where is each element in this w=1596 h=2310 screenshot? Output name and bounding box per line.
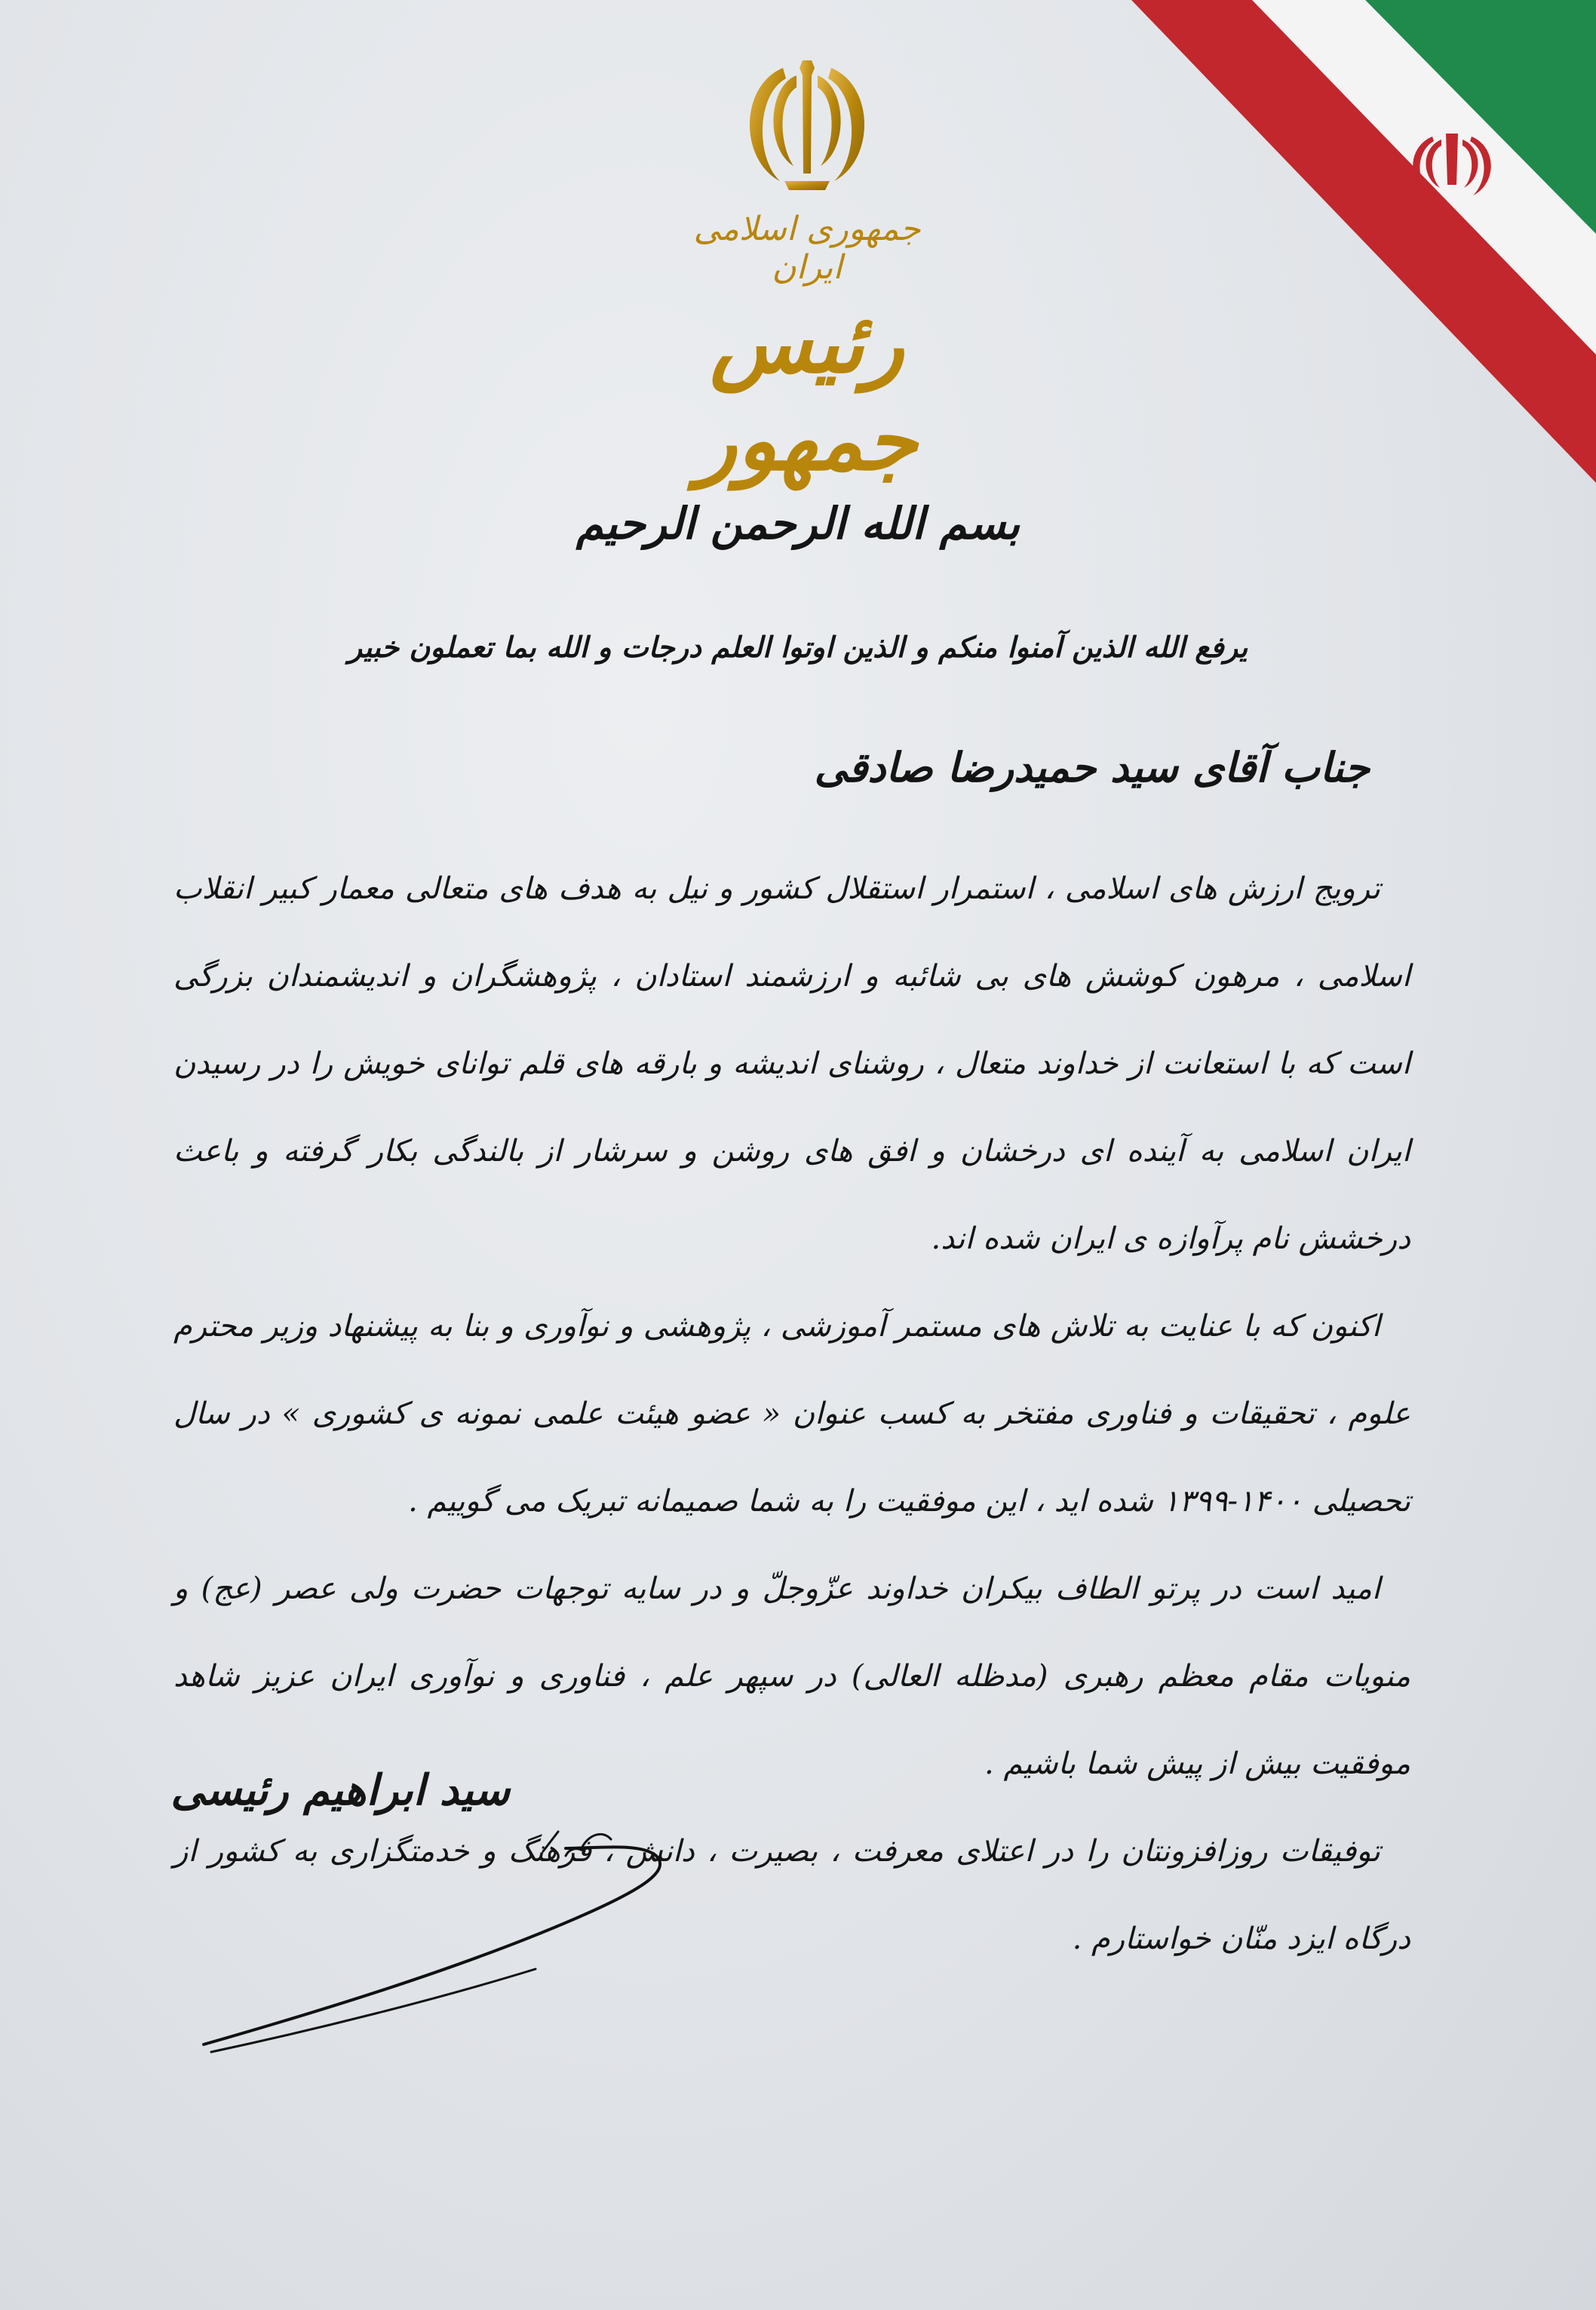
letterhead (679, 45, 935, 489)
body-paragraph-1: ترویج ارزش های اسلامی ، استمرار استقلال کشور و نیل به هدف های متعالی معمار کبیر انقلاب اسلامی ، مرهون کوشش های بی شائبه و ارزشمند استادان ، پژوهشگران و اندیشمندان بزرگی است که با استعانت از خداوند متعال ، روشنای اندیشه و بارقه های قلم توانای خویش را در رسیدن ایران اسلامی به آینده ای درخشان و افق های روشن و سرشار از بالندگی بکار گرفته و باعث درخشش نام پرآوازه ی ایران شده اند. (173, 871, 1410, 1256)
body-paragraph-3: امید است در پرتو الطاف بیکران خداوند عزّوجلّ و در سایه توجهات حضرت ولی عصر (عج) و منویات مقام معظم رهبری (مدظله العالی) در سپهر علم ، فناوری و نوآوری ایران عزیز شاهد موفقیت بیش از پیش شما باشیم . (173, 1571, 1410, 1781)
signer-name: سید ابراهیم رئیسی (170, 1765, 510, 1815)
letterhead-country: جمهوری اسلامی ایران (693, 210, 921, 287)
iran-emblem-icon (732, 45, 882, 196)
body-paragraph-2: اکنون که با عنایت به تلاش های مستمر آموزشی ، پژوهشی و نوآوری و بنا به پیشنهاد وزیر محترم علوم ، تحقیقات و فناوری مفتخر به کسب عنوان « عضو هیئت علمی نمونه ی کشوری » در سال تحصیلی ۱۴۰۰-۱۳۹۹ شده اید ، این موفقیت را به شما صمیمانه تبریک می گوییم . (173, 1309, 1410, 1519)
body-paragraph-4: توفیقات روزافزونتان را در اعتلای معرفت ، بصیرت ، دانش ، فرهنگ و خدمتگزاری به کشور از درگاه ایزد منّان خواستارم . (173, 1834, 1410, 1956)
signature-icon (189, 1826, 686, 2067)
quran-verse: یرفع الله الذین آمنوا منکم و الذین اوتوا العلم درجات و الله بما تعملون خبیر (348, 630, 1248, 664)
letterhead-title: رئیس جمهور (696, 294, 918, 489)
bismillah-heading: بسم الله الرحمن الرحیم (575, 498, 1021, 549)
addressee: جناب آقای سید حمیدرضا صادقی (814, 743, 1370, 791)
